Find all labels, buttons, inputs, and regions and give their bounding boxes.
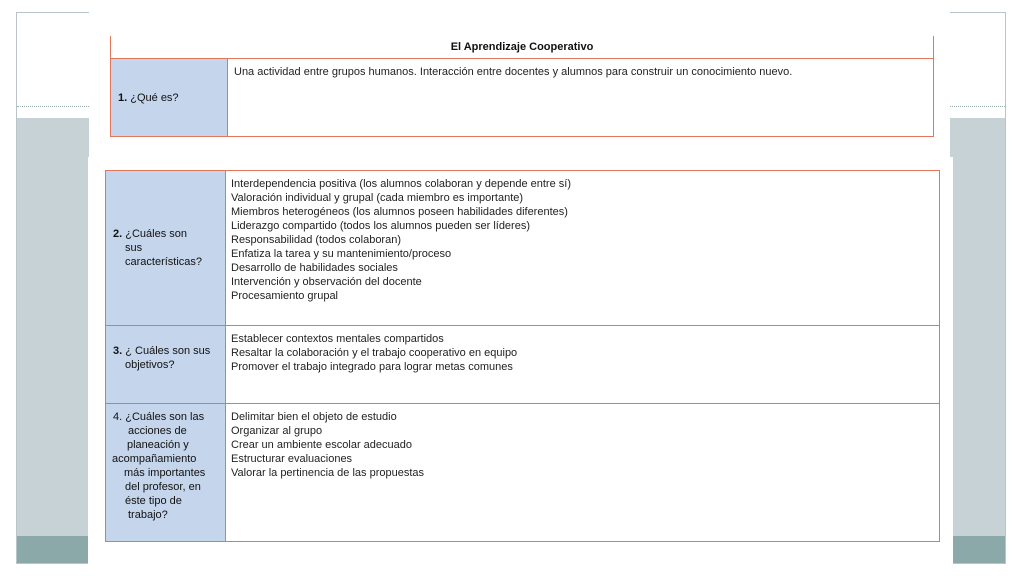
row-2-label (106, 171, 226, 325)
list-item: Promover el trabajo integrado para lograr metas comunes (231, 361, 513, 373)
row-2-question-line-1: 2. ¿Cuáles son (113, 228, 188, 240)
row-4-question-line-1: 4. ¿Cuáles son las (113, 411, 205, 423)
row-4-question-line-6: del profesor, en (125, 481, 201, 493)
row-3-question-line-2: objetivos? (125, 359, 175, 371)
list-item: Crear un ambiente escolar adecuado (231, 439, 413, 451)
left-side-band (17, 118, 89, 536)
row-4-question-line-3: planeación y (127, 439, 189, 451)
list-item: Miembros heterogéneos (los alumnos poseen habilidades diferentes) (231, 206, 568, 218)
table-row-caracteristicas (106, 171, 939, 325)
row-1-number: 1. (118, 92, 128, 104)
row-4-question-line-2: acciones de (128, 425, 187, 437)
row-3-question-line-1: 3. ¿ Cuáles son sus (113, 345, 211, 357)
list-item: Organizar al grupo (231, 425, 323, 437)
table-top (110, 36, 934, 137)
row-2-items (231, 177, 571, 303)
row-1-answer: Una actividad entre grupos humanos. Interacción entre docentes y alumnos para construir un conocimiento nuevo. (234, 66, 793, 78)
list-item: Intervención y observación del docente (231, 276, 422, 288)
list-item: Enfatiza la tarea y su mantenimiento/proceso (231, 248, 452, 260)
row-4-label (106, 404, 226, 541)
list-item: Estructurar evaluaciones (231, 453, 353, 465)
table-row-acciones (106, 403, 939, 541)
row-4-question-line-4: acompañamiento (112, 453, 197, 465)
row-1-question: ¿Qué es? (130, 92, 179, 104)
table-row-objetivos (106, 325, 939, 403)
table-bottom (105, 170, 940, 542)
row-3-label (106, 326, 226, 403)
row-1-label (111, 59, 228, 136)
row-2-question-line-2: sus (125, 242, 143, 254)
row-3-items (231, 332, 517, 374)
list-item: Interdependencia positiva (los alumnos colaboran y depende entre sí) (231, 178, 571, 190)
list-item: Responsabilidad (todos colaboran) (231, 234, 401, 246)
row-2-question-line-3: características? (125, 256, 203, 268)
list-item: Desarrollo de habilidades sociales (231, 262, 398, 274)
row-4-items (231, 410, 424, 480)
table-title: El Aprendizaje Cooperativo (111, 36, 933, 59)
row-4-question-line-7: éste tipo de (125, 495, 182, 507)
list-item: Establecer contextos mentales compartidos (231, 333, 444, 345)
right-side-band (950, 118, 1005, 536)
row-4-question-line-8: trabajo? (128, 509, 168, 521)
list-item: Valoración individual y grupal (cada miembro es importante) (231, 192, 524, 204)
list-item: Liderazgo compartido (todos los alumnos pueden ser líderes) (231, 220, 530, 232)
list-item: Valorar la pertinencia de las propuestas (231, 467, 425, 479)
list-item: Delimitar bien el objeto de estudio (231, 411, 397, 423)
list-item: Resaltar la colaboración y el trabajo cooperativo en equipo (231, 347, 518, 359)
row-4-question-line-5: más importantes (124, 467, 206, 479)
list-item: Procesamiento grupal (231, 290, 339, 302)
